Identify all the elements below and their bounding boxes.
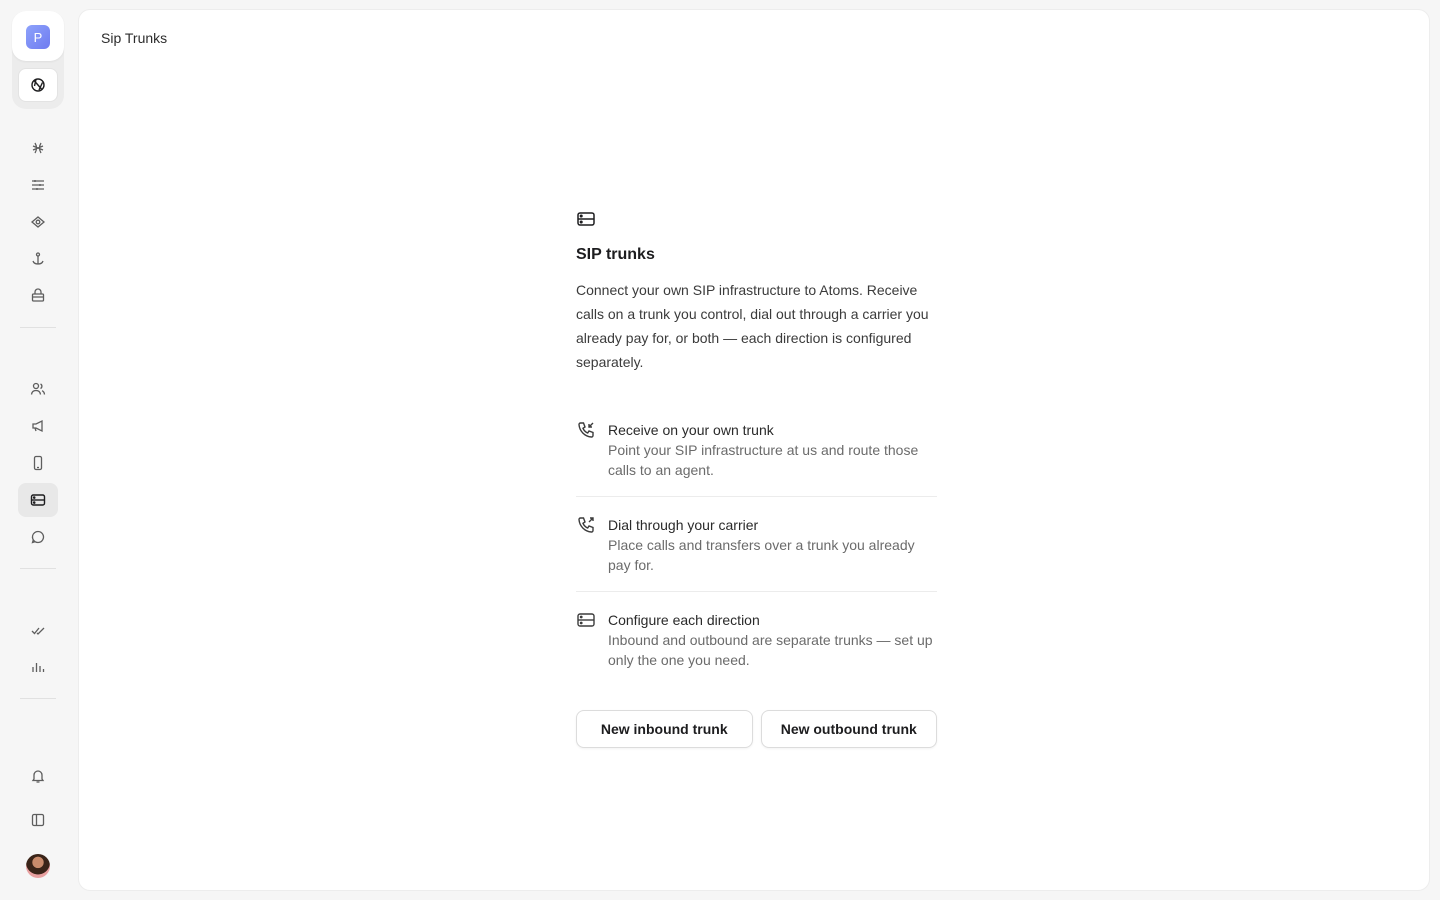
feature-title: Receive on your own trunk (608, 422, 774, 438)
notifications-button[interactable] (18, 759, 58, 793)
new-inbound-trunk-button[interactable]: New inbound trunk (576, 710, 753, 748)
main-panel (78, 9, 1430, 891)
feature-title: Configure each direction (608, 612, 760, 628)
toggle-sidebar-button[interactable] (18, 803, 58, 837)
workspace-settings-button[interactable] (18, 68, 58, 102)
sidebar-divider (20, 568, 56, 569)
bar-chart-icon (30, 659, 46, 675)
feature-description: Place calls and transfers over a trunk you already pay for. (608, 537, 915, 573)
server-icon (30, 492, 46, 508)
server-icon (576, 209, 596, 229)
aperture-icon (30, 77, 46, 93)
new-outbound-trunk-button[interactable]: New outbound trunk (761, 710, 938, 748)
sidebar-item-workflows[interactable] (18, 168, 58, 202)
empty-state (576, 209, 937, 748)
sliders-icon (30, 177, 46, 193)
megaphone-icon (30, 418, 46, 434)
sidebar-item-analytics[interactable] (18, 650, 58, 684)
anchor-icon (30, 251, 46, 267)
phone-outgoing-icon (576, 515, 596, 535)
sidebar-panel-icon (30, 812, 46, 828)
sidebar-item-agents[interactable] (18, 131, 58, 165)
sidebar-item-integrations[interactable] (18, 242, 58, 276)
feature-item (576, 497, 937, 592)
bell-icon (30, 768, 46, 784)
user-avatar[interactable] (26, 854, 50, 878)
phone-incoming-icon (576, 420, 596, 440)
feature-item (576, 592, 937, 686)
sidebar-item-conversations[interactable] (18, 520, 58, 554)
feature-item (576, 410, 937, 497)
feature-title: Dial through your carrier (608, 517, 759, 533)
feature-list (576, 410, 937, 686)
phone-device-icon (30, 455, 46, 471)
sidebar-item-knowledge[interactable] (18, 205, 58, 239)
feature-description: Point your SIP infrastructure at us and route those calls to an agent. (608, 442, 919, 478)
empty-state-description: Connect your own SIP infrastructure to Atoms. Receive calls on a trunk you control, dial out through a carrier you already pay for, or both — each direction is configured separately. (576, 282, 929, 370)
sidebar-item-sip-trunks[interactable] (18, 483, 58, 517)
chat-icon (30, 529, 46, 545)
sidebar-item-phone-numbers[interactable] (18, 446, 58, 480)
double-check-icon (30, 622, 46, 638)
users-icon (30, 381, 46, 397)
sidebar-item-campaigns[interactable] (18, 409, 58, 443)
workspace-button[interactable] (12, 11, 64, 61)
empty-state-heading: SIP trunks (576, 246, 655, 263)
sparkle-icon (30, 140, 46, 156)
sidebar-item-contacts[interactable] (18, 372, 58, 406)
sidebar (0, 0, 76, 900)
feature-description: Inbound and outbound are separate trunks — set up only the one you need. (608, 632, 933, 668)
sidebar-divider (20, 327, 56, 328)
layers-icon (30, 214, 46, 230)
action-buttons (576, 710, 937, 748)
page-title: Sip Trunks (101, 30, 168, 46)
workspace-avatar: P (26, 25, 50, 49)
bag-icon (30, 288, 46, 304)
sidebar-item-tests[interactable] (18, 613, 58, 647)
sidebar-divider (20, 698, 56, 699)
sidebar-item-templates[interactable] (18, 279, 58, 313)
workspace-switcher (12, 11, 64, 109)
server-icon (576, 610, 596, 630)
